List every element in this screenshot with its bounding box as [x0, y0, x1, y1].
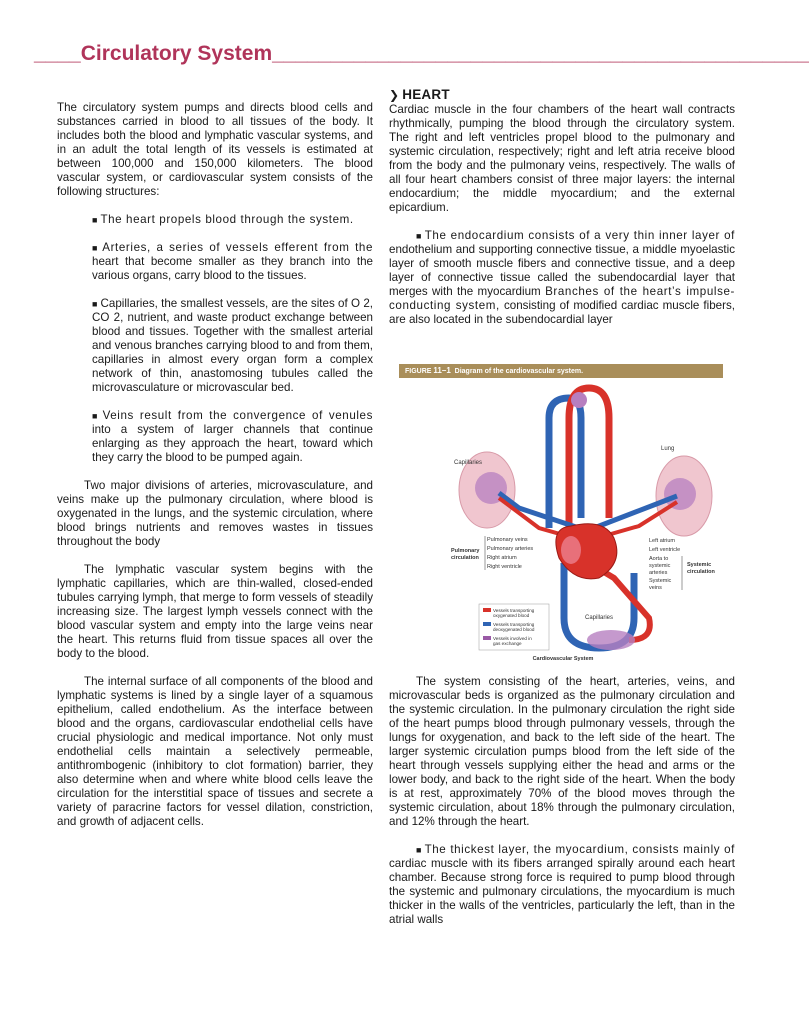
endocardium-paragraph: ■ The endocardium consists of a very thin inner layer of endothelium and supporting connective tissue, a middle myoelastic layer of smooth muscle fibers and connective tissue, and a deep layer of connective tissue called the subendocardial layer that merges with the myocardium Branches of the heart’s impulse-conducting system, consisting of modified cardiac muscle fibers, are also located in the subendocardial layer — [389, 229, 736, 326]
bullet-heart: ■ The heart propels blood through the system. — [92, 213, 354, 226]
right-column-bottom — [389, 675, 735, 941]
label-systemic-circulation-2: circulation — [687, 569, 715, 575]
legend-deoxy-2: deoxygenated blood — [493, 627, 535, 632]
bullet-square-icon: ■ — [416, 231, 422, 241]
heart-chamber — [561, 536, 581, 564]
label-bottom-title: Cardiovascular System — [532, 656, 594, 662]
bullet-capillaries: ■ Capillaries, the smallest vessels, are the sites of O 2, CO 2, nutrient, and waste product exchange between blood and tissues. Together with the smallest arterial and venous branches carrying blood to and from them, capillaries in almost every organ form a complex network of thin, anastomosing tubules called the microvasculature or microvascular bed. — [92, 297, 373, 394]
figure-header: FIGURE 11–1 Diagram of the cardiovascular system. — [399, 364, 723, 378]
intro-paragraph: The circulatory system pumps and directs blood cells and substances carried in blood to all tissues of the body. It includes both the blood and lymphatic vascular systems, and in an adult the total length of its vessels is estimated at between 100,000 and 150,000 kilometers. The blood vascular system, or cardiovascular system consists of the following structures: — [57, 101, 373, 198]
bullet-square-icon: ■ — [92, 243, 100, 253]
label-pulmonary-arteries: Pulmonary arteries — [487, 546, 534, 552]
systemic-capillary-bed — [587, 630, 635, 650]
myocardium-paragraph: ■ The thickest layer, the myocardium, consists mainly of cardiac muscle with its fibers arranged spirally around each heart chamber. Because strong force is required to pump blood through the systemic and pulmonary circulations, the myocardium is much thicker in the walls of the ventricles, particularly the left, than in the atrial walls — [389, 843, 736, 926]
legend-deoxy-1: Vessels transporting — [493, 622, 535, 627]
legend-swatch-gas — [483, 636, 491, 640]
legend-swatch-oxygenated — [483, 608, 491, 612]
bullet-square-icon: ■ — [416, 845, 422, 855]
bullet-square-icon: ■ — [92, 215, 98, 225]
upper-artery-path — [569, 388, 609, 528]
cardiovascular-diagram — [399, 378, 723, 662]
bullet-square-icon: ■ — [92, 299, 98, 309]
label-pulmonary-circulation-1: Pulmonary — [451, 548, 480, 554]
label-pulmonary-circulation-2: circulation — [451, 555, 479, 561]
page-title: ____Circulatory System______________________________________________ — [34, 42, 809, 65]
label-right-atrium: Right atrium — [487, 555, 517, 561]
label-aorta-3: arteries — [649, 570, 668, 576]
label-aorta-1: Aorta to — [649, 556, 669, 562]
right-column-top — [389, 88, 735, 341]
cardiovascular-figure — [399, 364, 723, 662]
lymphatic-paragraph: The lymphatic vascular system begins with the lymphatic capillaries, which are thin-walled, closed-ended tubules carrying lymph, that merge to form vessels of steadily increasing size. The largest lymph vessels connect with the blood vascular system and empty into the large veins near the heart. This returns fluid from tissue spaces all over the body to the blood. — [57, 563, 373, 660]
heart-paragraph: Cardiac muscle in the four chambers of the heart wall contracts rhythmically, pumping the blood through the circulatory system. The right and left ventricles propel blood to the pulmonary and systemic circulation, respectively; right and left atria receive blood from the body and the pulmonary veins, respectively. The walls of all four heart chambers consist of three major layers: the internal endocardium; the middle myocardium; and the external epicardium. — [389, 103, 735, 214]
legend-gas-1: Vessels involved in — [493, 636, 532, 641]
legend-oxy-1: Vessels transporting — [493, 608, 535, 613]
upper-capillary-bed — [571, 392, 587, 408]
chevron-right-icon: ❯ — [389, 88, 400, 102]
divisions-paragraph: Two major divisions of arteries, microvasculature, and veins make up the pulmonary circulation, where blood is oxygenated in the lungs, and the systemic circulation, where blood brings nutrients and removes wastes in tissues throughout the body — [57, 479, 373, 548]
label-capillaries-bottom: Capillaries — [585, 615, 614, 621]
section-heading: ❯ HEART — [389, 87, 450, 102]
label-left-atrium: Left atrium — [649, 538, 675, 544]
bullet-arteries: ■ Arteries, a series of vessels efferent from the heart that become smaller as they branch into the various organs, carry blood to the tissues. — [92, 241, 374, 282]
bullet-veins: ■ Veins result from the convergence of venules into a system of larger channels that continue enlarging as they approach the heart, toward which they carry the blood to be pumped again. — [92, 409, 374, 464]
legend-gas-2: gas exchange — [493, 641, 522, 646]
label-left-ventricle: Left ventricle — [649, 547, 681, 553]
legend-oxy-2: oxygenated blood — [493, 613, 530, 618]
endothelium-paragraph: The internal surface of all components of the blood and lymphatic systems is lined by a single layer of a squamous epithelium, called endothelium. As the interface between blood and the organs, cardiovascular endothelial cells have crucial physiologic and medical importance. Not only must endothelial cells maintain a selectively permeable, antithrombogenic (inhibitory to clot formation) barrier, they also determine when and where white blood cells leave the circulation for the interstitial space of tissues and secrete a variety of paracrine factors for vessel dilation, constriction, and growth of adjacent cells. — [57, 675, 373, 828]
label-lung: Lung — [661, 446, 675, 452]
left-column — [57, 101, 373, 843]
label-systemic-veins-2: veins — [649, 585, 662, 591]
label-systemic-circulation-1: Systemic — [687, 562, 712, 568]
system-paragraph: The system consisting of the heart, arteries, veins, and microvascular beds is organized as the pulmonary circulation and the systemic circulation. In the pulmonary circulation the right side of the heart pumps blood through pulmonary vessels, through the lungs for oxygenation, and back to the left side of the heart. The larger systemic circulation pumps blood from the left side of the heart through vessels supplying either the head and arms or the lower body, and back to the right side of the heart. When the body is at rest, approximately 70% of the blood moves through the systemic circulation, about 18% through the pulmonary circulation, and 12% through the heart. — [389, 675, 735, 828]
bullet-square-icon: ■ — [92, 411, 100, 421]
label-right-ventricle: Right ventricle — [487, 564, 522, 570]
label-pulmonary-veins: Pulmonary veins — [487, 537, 528, 543]
legend-swatch-deoxygenated — [483, 622, 491, 626]
label-capillaries-top: Capillaries — [454, 460, 483, 466]
label-aorta-2: systemic — [649, 563, 671, 569]
label-systemic-veins-1: Systemic — [649, 578, 672, 584]
upper-vein-path — [549, 398, 581, 528]
